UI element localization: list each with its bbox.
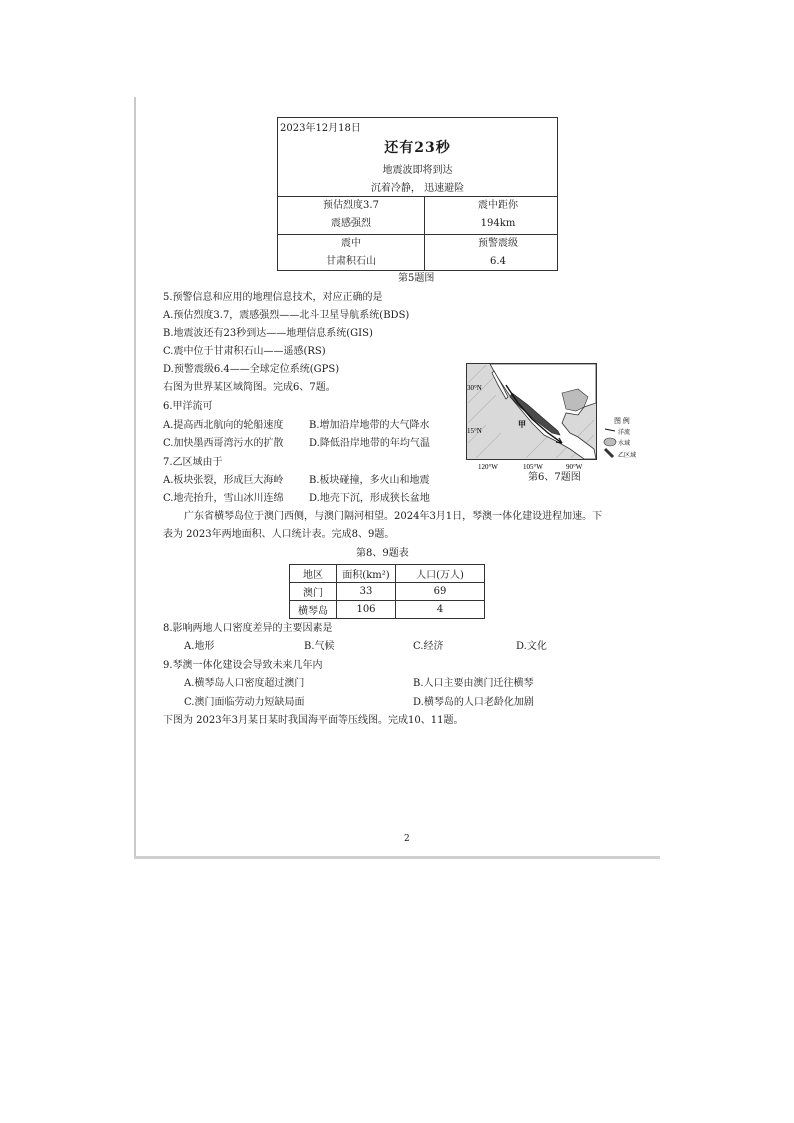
table-header-row [290,565,485,583]
lon-120w-label: 120°W [478,463,498,471]
q7-stem: 7.乙区域由于 [163,457,223,468]
figure-5-caption: 第5题图 [398,273,435,284]
alert-line-1: 地震波即将到达 [382,165,453,176]
q6-option-a: A.提高西北航向的轮船速度 [163,420,284,431]
q5-option-b: B.地震波还有23秒到达——地理信息系统(GIS) [163,328,373,339]
table-header: 地区 [290,565,337,583]
q6-option-b: B.增加沿岸地带的大气降水 [309,420,430,431]
q9-option-c: C.澳门面临劳动力短缺局面 [184,697,305,708]
table-cell: 33 [337,583,396,601]
legend-current-icon [605,429,615,431]
q5-option-c: C.震中位于甘肃积石山——遥感(RS) [163,346,326,357]
earthquake-alert-box [277,117,558,271]
alert-level-label: 预警震级 [478,238,518,249]
lat-15n-label: 15°N [467,427,482,435]
alert-distance-label: 震中距你 [478,200,518,211]
q9-option-a: A.横琴岛人口密度超过澳门 [184,678,305,689]
q8-stem: 8.影响两地人口密度差异的主要因素是 [163,623,333,634]
q8-option-b: B.气候 [304,641,335,652]
q6-stem: 6.甲洋流可 [163,401,213,412]
intro-q10-q11: 下图为 2023年3月某日某时我国海平面等压线图。完成10、11题。 [163,715,464,726]
alert-epicenter-label: 震中 [341,238,361,249]
legend-water-icon [604,438,616,446]
q7-option-a: A.板块张裂，形成巨大海岭 [163,475,284,486]
table-row [290,601,485,619]
q7-option-b: B.板块碰撞，多火山和地震 [309,475,430,486]
q8-option-a: A.地形 [184,641,215,652]
q6-option-d: D.降低沿岸地带的年均气温 [309,438,430,449]
intro-q6-q7: 右图为世界某区域简图。完成6、7题。 [163,382,336,393]
q7-option-c: C.地壳抬升，雪山冰川连绵 [163,493,284,504]
legend-water-label: 水域 [618,441,631,447]
alert-epicenter-value: 甘肃积石山 [326,256,376,267]
alert-intensity-label: 预估烈度3.7 [323,200,379,211]
passage-q8-q9-line-1: 广东省横琴岛位于澳门西侧，与澳门隔河相望。2024年3月1日，琴澳一体化建设进程加速。下 [184,511,603,522]
table-header: 面积(km²) [337,565,396,583]
q8-option-c: C.经济 [413,641,444,652]
alert-countdown: 还有23秒 [384,140,451,156]
table-cell: 106 [337,601,396,619]
table-cell: 69 [396,583,485,601]
q5-stem: 5.预警信息和应用的地理信息技术，对应正确的是 [163,292,383,303]
q9-stem: 9.琴澳一体化建设会导致未来几年内 [163,660,323,671]
q9-option-b: B.人口主要由澳门迁往横琴 [413,678,534,689]
q5-option-d: D.预警震级6.4——全球定位系统(GPS) [163,364,340,375]
passage-q8-q9-line-2: 表为 2023年两地面积、人口统计表。完成8、9题。 [163,529,395,540]
jia-label: 甲 [518,420,526,429]
q6-option-c: C.加快墨西哥湾污水的扩散 [163,438,284,449]
page-number: 2 [404,834,410,844]
lon-105w-label: 105°W [523,463,543,471]
table-row [290,583,485,601]
alert-distance-value: 194km [480,218,516,229]
alert-intensity-value: 震感强烈 [331,218,371,229]
table-cell: 澳门 [290,583,337,601]
lat-30n-label: 30°N [467,384,482,392]
legend-region-label: 乙区域 [618,453,637,459]
figure-6-7-caption: 第6、7题图 [528,472,581,483]
population-table [289,564,485,619]
table-cell: 4 [396,601,485,619]
legend-current-label: 洋流 [618,430,631,436]
page-edge-bottom [134,856,660,859]
legend-title: 图 例 [614,417,630,425]
q8-option-d: D.文化 [516,641,547,652]
page-edge-left [134,97,136,859]
region-map [466,363,646,473]
alert-date: 2023年12月18日 [280,123,361,134]
table-cell: 横琴岛 [290,601,337,619]
lon-90w-label: 90°W [566,463,583,471]
q7-option-d: D.地壳下沉，形成狭长盆地 [309,493,430,504]
q9-option-d: D.横琴岛的人口老龄化加剧 [413,697,534,708]
alert-line-2: 沉着冷静， 迅速避险 [370,183,465,194]
q5-option-a: A.预估烈度3.7，震感强烈——北斗卫星导航系统(BDS) [163,310,410,321]
table-8-9-caption: 第8、9题表 [356,548,409,559]
table-header: 人口(万人) [396,565,485,583]
alert-level-value: 6.4 [490,256,506,267]
legend-region-icon [605,449,613,457]
